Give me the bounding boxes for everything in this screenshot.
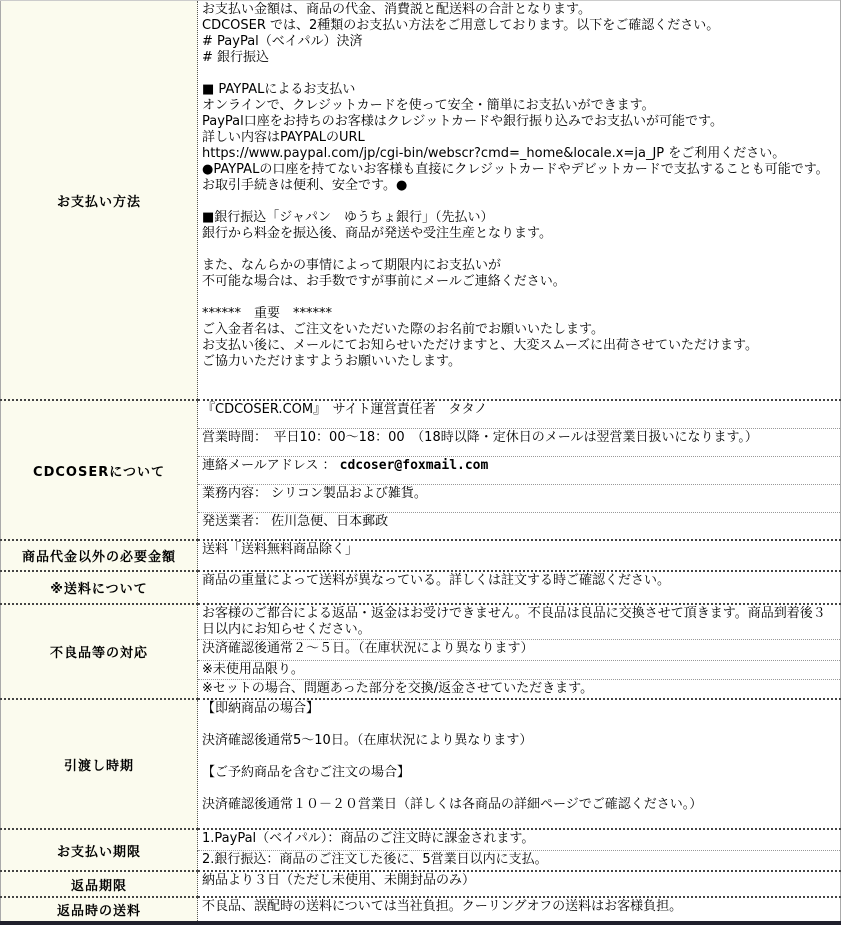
text-line: ※セットの場合、問題あった部分を交換/返金させていただきます。 [202, 681, 594, 696]
section-extra-fees-header [1, 540, 198, 571]
text-line: 2.銀行振込：商品のご注文した後に、5営業日以内に支払。 [202, 852, 548, 867]
section-delivery-time-header [1, 699, 198, 829]
row-header-label: 引渡し時期 [63, 758, 134, 774]
section-payment-method-header [1, 1, 198, 401]
row-header-label: 商品代金以外の必要金額 [21, 550, 176, 565]
blank-line [202, 717, 837, 733]
blank-line [202, 194, 837, 210]
text-line: 商品の重量によって送料が異なっている。詳しくは註文する時ご確認ください。 [202, 573, 671, 588]
text-line: お支払い後に、メールにてお知らせいただけますと、大変スムーズに出荷させていただけます。 [202, 338, 759, 353]
text-line: お支払い金額は、商品の代金、消費説と配送料の合計となります。 [202, 2, 591, 17]
row-header-label: 返品時の送料 [56, 904, 141, 919]
text-line: CDCOSER では、2種類のお支払い方法をご用意しております。以下をご確認ください。 [202, 18, 720, 33]
text-line: 納品より３日（ただし未使用、未開封品のみ） [202, 873, 476, 888]
paypal-url-line: https://www.paypal.com/jp/cgi-bin/webscr?cmd=_home&locale.x=ja_JP をご利用ください。 [202, 146, 786, 161]
row-header-label: お支払い方法 [56, 194, 141, 210]
row-header-label: 返品期限 [70, 878, 127, 894]
section-return-deadline-header [1, 871, 198, 897]
section-about-cdcoser-content [198, 513, 841, 541]
table-row [1, 540, 841, 571]
section-shipping-note-content [198, 571, 841, 604]
text-line: 【ご予約商品を含むご注文の場合】 [202, 765, 411, 780]
table-row [1, 400, 841, 429]
blank-line [202, 749, 837, 765]
table-row [1, 897, 841, 921]
table-row [1, 699, 841, 829]
blank-line [202, 781, 837, 797]
bottom-dark-bar [0, 921, 841, 925]
section-extra-fees-content [198, 540, 841, 571]
text-line: PayPal口座をお持ちのお客様はクレジットカードや銀行振り込みでお支払いが可能です。 [202, 114, 723, 129]
text-line: 1.PayPal（ベイパル）：商品のご注文時に課金されます。 [202, 831, 535, 846]
text-line: ご入金者名は、ご注文をいただいた際のお名前でお願いいたします。 [202, 322, 604, 337]
section-shipping-note-header [1, 571, 198, 604]
section-defective-items-header [1, 604, 198, 699]
section-defective-items-content [198, 680, 841, 700]
text-line: 不良品、誤配時の送料については当社負担。クーリングオフの送料はお客様負担。 [202, 899, 683, 914]
text-line: 銀行から料金を振込後、商品が発送や受注生産となります。 [202, 226, 552, 241]
blank-line [202, 290, 837, 306]
text-line: ****** 重要 ****** [202, 306, 333, 321]
text-line: 営業時間： 平日10：00～18：00 （18時以降・定休日のメールは翌営業日扱いになります。） [202, 430, 758, 445]
section-about-cdcoser-content [198, 457, 841, 485]
text-line: # PayPal（ベイパル）決済 [202, 34, 363, 49]
section-return-shipping-header [1, 897, 198, 921]
text-line: お取引手続きは便利、安全です。● [202, 178, 408, 193]
text-line: 不可能な場合は、お手数ですが事前にメールご連絡ください。 [202, 274, 566, 289]
table-row [1, 571, 841, 604]
row-header-label: お支払い期限 [56, 844, 141, 860]
text-line: ●PAYPALの口座を持てないお客様も直接にクレジットカードやデビットカードで支払することも可能です。 [202, 162, 829, 177]
section-defective-items-content [198, 661, 841, 680]
text-line: 業務内容： シリコン製品および雑貨。 [202, 486, 427, 501]
text-line: 詳しい内容はPAYPALのURL [202, 130, 365, 145]
section-about-cdcoser-content [198, 485, 841, 513]
table-row [1, 871, 841, 897]
section-return-deadline-content [198, 871, 841, 897]
row-header-label: ※送料について [50, 582, 148, 597]
text-line: 『CDCOSER.COM』 サイト運営責任者 タタノ [202, 402, 488, 417]
text-line: 【即納商品の場合】 [202, 701, 320, 716]
section-delivery-time-content [198, 699, 841, 829]
text-line: お客様のご都合による返品・返金はお受けできません。不良品は良品に交換させて頂きます。商品到着後３日以内にお知らせください。 [202, 606, 826, 637]
text-line: 送料「送料無料商品除く」 [202, 542, 359, 557]
blank-line [202, 66, 837, 82]
text-line: 決済確認後通常5～10日。（在庫状況により異なります） [202, 733, 533, 748]
row-header-label: CDCOSERについて [33, 464, 165, 480]
text-line: ※未使用品限り。 [202, 662, 304, 677]
table-row [1, 604, 841, 640]
text-line: 決済確認後通常１０－２０営業日（詳しくは各商品の詳細ページでご確認ください。） [202, 797, 703, 812]
table-row [1, 1, 841, 401]
section-defective-items-content [198, 640, 841, 661]
text-line: ■ PAYPALによるお支払い [202, 82, 356, 97]
section-defective-items-content [198, 604, 841, 640]
table-row [1, 829, 841, 851]
section-payment-deadline-content [198, 829, 841, 851]
contact-email-value: cdcoser@foxmail.com [339, 458, 489, 473]
text-line: また、なんらかの事情によって期限内にお支払いが [202, 258, 502, 273]
section-about-cdcoser-content [198, 400, 841, 429]
text-line: 決済確認後通常２～５日。（在庫状況により異なります） [202, 641, 534, 656]
shop-info-table-body [1, 1, 841, 922]
section-about-cdcoser-header [1, 400, 198, 540]
section-return-shipping-content [198, 897, 841, 921]
contact-email-label: 連絡メールアドレス ： [202, 458, 340, 473]
section-about-cdcoser-content [198, 429, 841, 457]
text-line: オンラインで、クレジットカードを使って安全・簡単にお支払いができます。 [202, 98, 655, 113]
contact-email-line [202, 458, 837, 474]
text-line: 発送業者： 佐川急便、日本郵政 [202, 514, 389, 529]
text-line: ■銀行振込「ジャパン ゆうちょ銀行」（先払い） [202, 210, 494, 225]
section-payment-deadline-header [1, 829, 198, 871]
text-line: # 銀行振込 [202, 50, 270, 65]
text-line: ご協力いただけますようお願いいたします。 [202, 354, 461, 369]
section-payment-method-content [198, 1, 841, 401]
blank-line [202, 242, 837, 258]
row-header-label: 不良品等の対応 [49, 646, 148, 661]
